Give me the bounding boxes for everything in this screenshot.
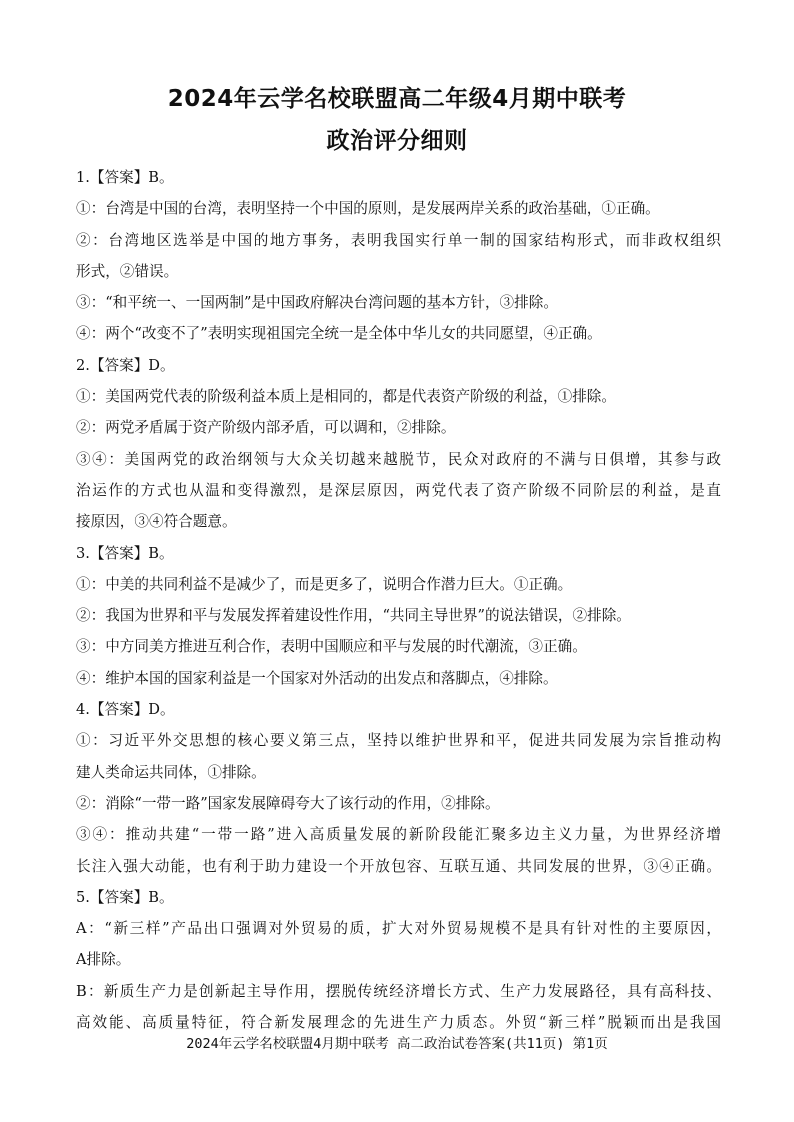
document-title: 2024年云学名校联盟高二年级4月期中联考 bbox=[167, 86, 627, 112]
answer-heading: 4.【答案】D。 bbox=[76, 701, 175, 719]
page-footer: 2024年云学名校联盟4月期中联考 高二政治试卷答案(共11页) 第1页 bbox=[186, 1036, 608, 1052]
answer-text-line: ③：中方同美方推进互利合作，表明中国顺应和平与发展的时代潮流，③正确。 bbox=[76, 638, 587, 656]
answer-text-line: ③④：美国两党的政治纲领与大众关切越来越脱节，民众对政府的不满与日俱增，其参与政 bbox=[76, 450, 721, 468]
answer-heading: 5.【答案】B。 bbox=[76, 888, 174, 906]
answer-text-line: ④：两个“改变不了”表明实现祖国完全统一是全体中华儿女的共同愿望，④正确。 bbox=[76, 325, 602, 343]
answer-text-line: ③④：推动共建“一带一路”进入高质量发展的新阶段能汇聚多边主义力量，为世界经济增 bbox=[76, 826, 721, 844]
answer-text-line: ①：中美的共同利益不是减少了，而是更多了，说明合作潜力巨大。①正确。 bbox=[76, 575, 573, 593]
document-subtitle: 政治评分细则 bbox=[326, 128, 468, 154]
answer-content bbox=[76, 162, 721, 1038]
answer-heading: 2.【答案】D。 bbox=[76, 356, 175, 374]
answer-text-line: 接原因，③④符合题意。 bbox=[76, 513, 237, 531]
answer-text-line: ①：台湾是中国的台湾，表明坚持一个中国的原则，是发展两岸关系的政治基础，①正确。 bbox=[76, 200, 660, 218]
answer-text-line: 建人类命运共同体，①排除。 bbox=[76, 763, 266, 781]
answer-text-line: 治运作的方式也从温和变得激烈，是深层原因，两党代表了资产阶级不同阶层的利益，是直 bbox=[76, 481, 721, 499]
answer-heading: 1.【答案】B。 bbox=[76, 169, 174, 186]
answer-text-line: B：新质生产力是创新起主导作用，摆脱传统经济增长方式、生产力发展路径，具有高科技、 bbox=[76, 982, 721, 1000]
answer-text-line: ②：我国为世界和平与发展发挥着建设性作用，“共同主导世界”的说法错误，②排除。 bbox=[76, 607, 631, 625]
answer-text-line: ①：习近平外交思想的核心要义第三点，坚持以维护世界和平，促进共同发展为宗旨推动构 bbox=[76, 732, 721, 750]
answer-text-line: ①：美国两党代表的阶级利益本质上是相同的，都是代表资产阶级的利益，①排除。 bbox=[76, 388, 616, 406]
answer-text-line: ④：维护本国的国家利益是一个国家对外活动的出发点和落脚点，④排除。 bbox=[76, 669, 558, 687]
answer-text-line: A：“新三样”产品出口强调对外贸易的质，扩大对外贸易规模不是具有针对性的主要原因， bbox=[76, 920, 721, 938]
answer-text-line: ②：台湾地区选举是中国的地方事务，表明我国实行单一制的国家结构形式，而非政权组织 bbox=[76, 231, 721, 249]
answer-text-line: A排除。 bbox=[76, 951, 131, 969]
answer-text-line: 形式，②错误。 bbox=[76, 262, 179, 280]
answer-text-line: ②：消除“一带一路”国家发展障碍夸大了该行动的作用，②排除。 bbox=[76, 794, 500, 812]
answer-heading: 3.【答案】B。 bbox=[76, 544, 174, 562]
answer-text-line: 高效能、高质量特征，符合新发展理念的先进生产力质态。外贸“新三样”脱颖而出是我国 bbox=[76, 1014, 721, 1032]
answer-text-line: ③：“和平统一、一国两制”是中国政府解决台湾问题的基本方针，③排除。 bbox=[76, 294, 558, 312]
answer-text-line: 长注入强大动能，也有利于助力建设一个开放包容、互联互通、共同发展的世界，③④正确。 bbox=[76, 857, 721, 875]
answer-text-line: ②：两党矛盾属于资产阶级内部矛盾，可以调和，②排除。 bbox=[76, 419, 456, 437]
